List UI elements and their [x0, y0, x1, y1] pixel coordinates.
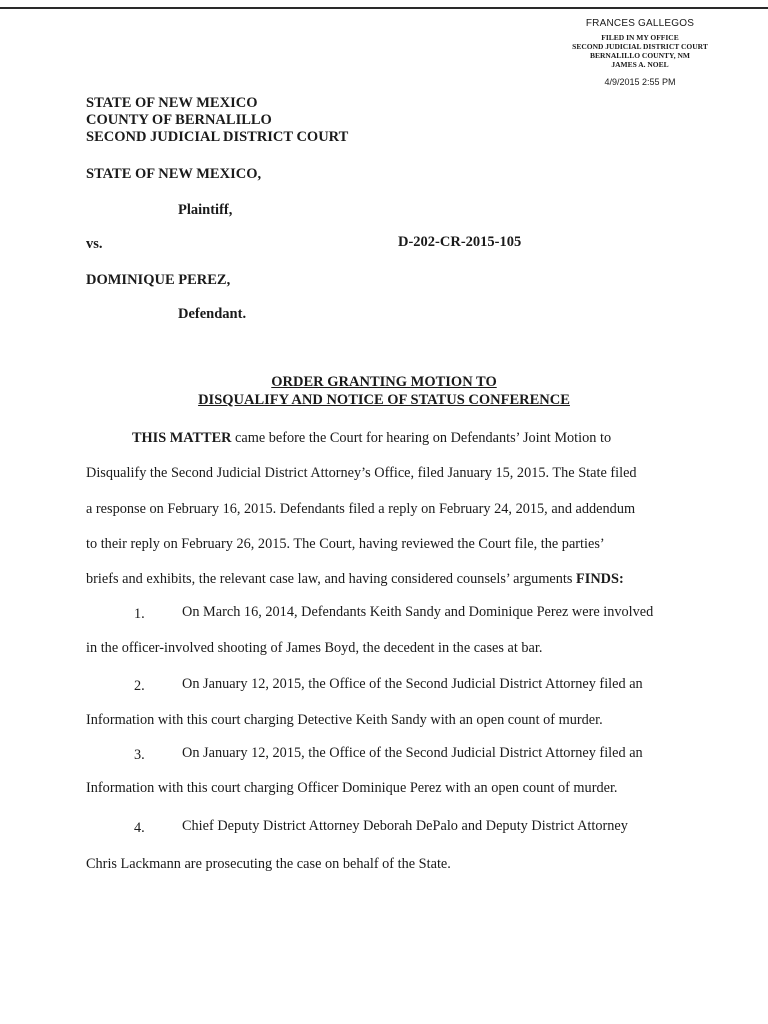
versus: vs. [86, 236, 103, 252]
finding-3-line-2: Information with this court charging Officer Dominique Perez with an open count of murder. [86, 780, 618, 796]
court-header [86, 95, 348, 146]
order-title-line2: DISQUALIFY AND NOTICE OF STATUS CONFERENCE [198, 392, 570, 408]
stamp-datetime: 4/9/2015 2:55 PM [604, 77, 676, 87]
order-title-line1: ORDER GRANTING MOTION TO [271, 374, 497, 390]
finding-1-line-2: in the officer-involved shooting of James Boyd, the decedent in the cases at bar. [86, 640, 543, 656]
finding-4-line-1: Chief Deputy District Attorney Deborah DePalo and Deputy District Attorney [182, 818, 628, 834]
finding-number: 3. [134, 747, 145, 763]
filing-stamp [560, 18, 720, 87]
finds-label: FINDS: [576, 571, 624, 587]
intro-line-5-text: briefs and exhibits, the relevant case law, and having considered counsels’ arguments [86, 571, 577, 587]
stamp-county: BERNALILLO COUNTY, NM [590, 51, 690, 60]
intro-line-5 [86, 571, 624, 588]
intro-line-4: to their reply on February 26, 2015. The Court, having reviewed the Court file, the parties’ [86, 536, 605, 552]
finding-number: 2. [134, 678, 145, 694]
clerk-name: FRANCES GALLEGOS [585, 18, 695, 29]
finding-1-line-1: On March 16, 2014, Defendants Keith Sandy and Dominique Perez were involved [182, 604, 654, 620]
finding-number: 4. [134, 820, 145, 836]
stamp-filed: FILED IN MY OFFICE [601, 33, 679, 42]
header-state: STATE OF NEW MEXICO [86, 95, 258, 111]
intro-line-1 [132, 430, 611, 447]
stamp-judge: JAMES A. NOEL [611, 60, 669, 69]
header-county: COUNTY OF BERNALILLO [86, 112, 272, 128]
finding-2-line-1: On January 12, 2015, the Office of the Second Judicial District Attorney filed an [182, 676, 643, 692]
intro-line-2: Disqualify the Second Judicial District Attorney’s Office, filed January 15, 2015. The State filed [86, 465, 637, 481]
defendant-label: Defendant. [178, 306, 247, 322]
top-rule [0, 7, 768, 9]
intro-line-3: a response on February 16, 2015. Defendants filed a reply on February 24, 2015, and addendum [86, 501, 636, 517]
finding-2-line-2: Information with this court charging Detective Keith Sandy with an open count of murder. [86, 712, 603, 728]
case-number: D-202-CR-2015-105 [398, 234, 522, 250]
defendant-name: DOMINIQUE PEREZ, [86, 272, 231, 288]
intro-line-1-text: came before the Court for hearing on Defendants’ Joint Motion to [231, 430, 612, 446]
plaintiff-name: STATE OF NEW MEXICO, [86, 166, 262, 182]
finding-number: 1. [134, 606, 145, 622]
plaintiff-label: Plaintiff, [178, 202, 233, 218]
finding-3-line-1: On January 12, 2015, the Office of the Second Judicial District Attorney filed an [182, 745, 643, 761]
header-court: SECOND JUDICIAL DISTRICT COURT [86, 129, 349, 145]
this-matter-lead: THIS MATTER [132, 430, 232, 446]
stamp-court: SECOND JUDICIAL DISTRICT COURT [572, 42, 708, 51]
finding-4-line-2: Chris Lackmann are prosecuting the case on behalf of the State. [86, 856, 451, 872]
